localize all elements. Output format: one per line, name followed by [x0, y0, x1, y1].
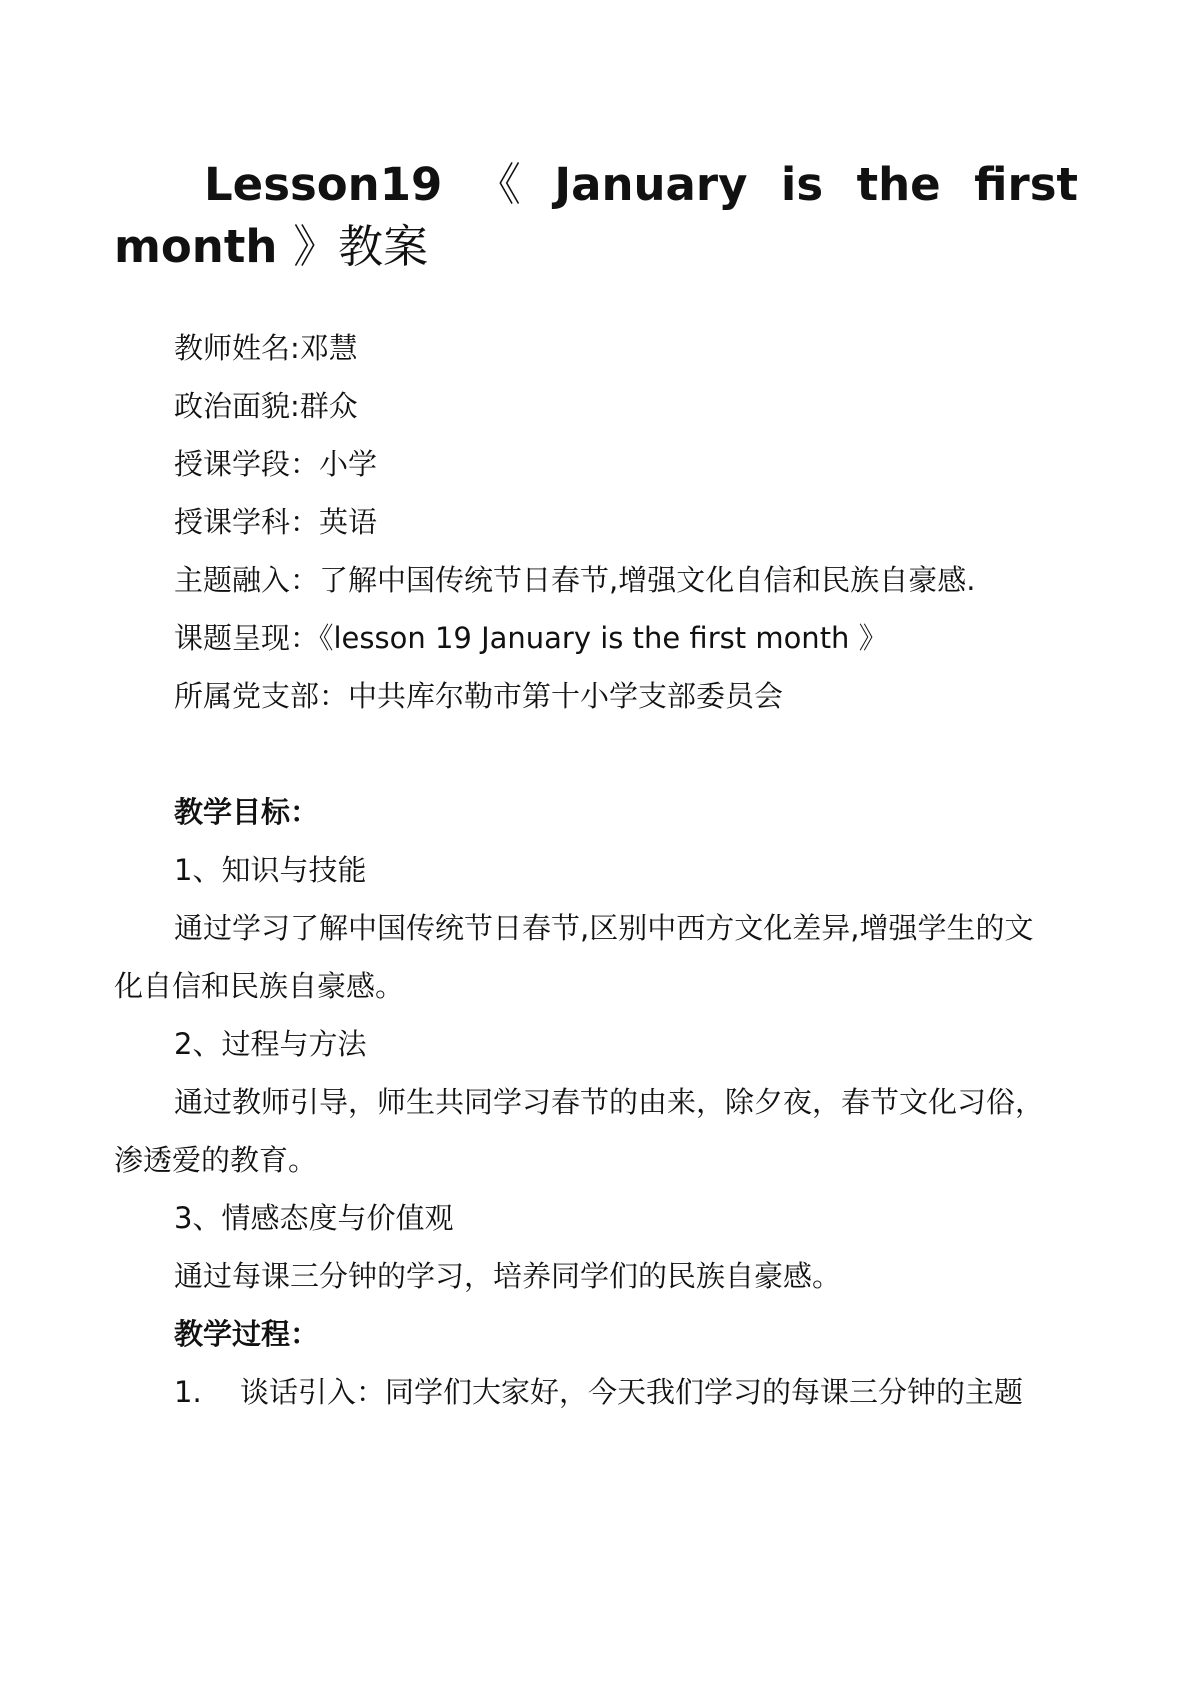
- political-status: 政治面貌:群众: [174, 389, 358, 423]
- title-word: first: [974, 158, 1078, 211]
- goal-1-text-line-2: 化自信和民族自豪感。: [114, 969, 405, 1003]
- title-word: 《: [475, 158, 521, 211]
- title-word: the: [856, 158, 941, 211]
- document-title-line-2: [114, 216, 1078, 278]
- goal-3-title: 3、情感态度与价值观: [174, 1201, 454, 1235]
- teaching-stage: 授课学段：小学: [174, 447, 378, 481]
- goal-1-title: 1、知识与技能: [174, 853, 367, 887]
- lesson-topic: 课题呈现：《lesson 19 January is the first month 》: [174, 621, 888, 655]
- title-word: Lesson19: [204, 158, 443, 211]
- goal-1-text-line-1: 通过学习了解中国传统节日春节,区别中西方文化差异,增强学生的文: [174, 911, 1034, 945]
- party-branch: 所属党支部：中共库尔勒市第十小学支部委员会: [174, 679, 784, 713]
- theme-integration: 主题融入：了解中国传统节日春节,增强文化自信和民族自豪感.: [174, 563, 976, 597]
- goals-heading: 教学目标：: [174, 795, 320, 829]
- step-text: 谈话引入：同学们大家好，今天我们学习的每课三分钟的主题: [240, 1375, 1024, 1409]
- document-title-line-1: [114, 154, 1078, 216]
- step-number: 1.: [174, 1375, 202, 1409]
- teaching-subject: 授课学科：英语: [174, 505, 378, 539]
- teacher-name: 教师姓名:邓慧: [174, 331, 358, 365]
- goal-2-title: 2、过程与方法: [174, 1027, 367, 1061]
- title-word: January: [554, 158, 748, 211]
- title-word: 》教案: [293, 220, 429, 273]
- title-word: is: [780, 158, 824, 211]
- title-word: month: [114, 220, 278, 273]
- goal-3-text: 通过每课三分钟的学习，培养同学们的民族自豪感。: [174, 1259, 842, 1293]
- process-step-1: [174, 1372, 1023, 1412]
- goal-2-text-line-2: 渗透爱的教育。: [114, 1143, 318, 1177]
- process-heading: 教学过程：: [174, 1317, 320, 1351]
- goal-2-text-line-1: 通过教师引导，师生共同学习春节的由来，除夕夜，春节文化习俗，: [174, 1085, 1045, 1119]
